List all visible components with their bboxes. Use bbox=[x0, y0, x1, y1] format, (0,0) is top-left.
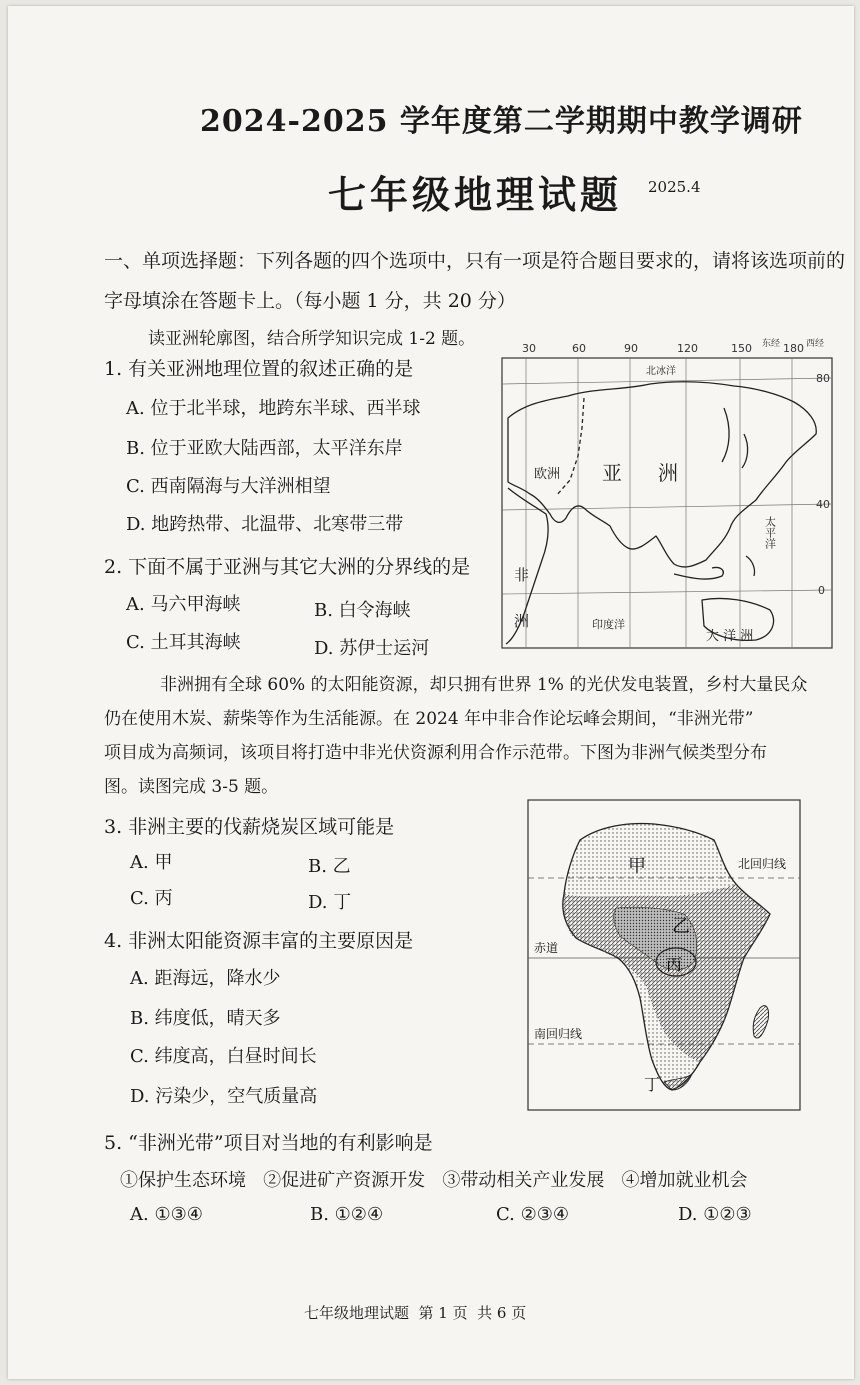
question-2-option-c: C. 土耳其海峡 bbox=[126, 632, 241, 653]
question-3-option-b: B. 乙 bbox=[308, 856, 351, 877]
question-1-option-b: B. 位于亚欧大陆西部，太平洋东岸 bbox=[126, 438, 403, 459]
question-2-option-d: D. 苏伊士运河 bbox=[314, 638, 430, 659]
africa-climate-map bbox=[524, 796, 804, 1114]
asia-outline-map bbox=[494, 338, 844, 658]
lon-label-150: 150 bbox=[731, 342, 752, 355]
label-asia-2: 洲 bbox=[658, 461, 678, 485]
question-4-option-d: D. 污染少，空气质量高 bbox=[130, 1086, 318, 1107]
map-label-jia: 甲 bbox=[628, 856, 646, 877]
label-tropic-of-capricorn: 南回归线 bbox=[534, 1027, 583, 1041]
lon-label-west: 西经 bbox=[806, 339, 825, 349]
section-heading-line2: 字母填涂在答题卡上。（每小题 1 分，共 20 分） bbox=[104, 290, 516, 312]
question-5-stem: 5. “非洲光带”项目对当地的有利影响是 bbox=[104, 1132, 433, 1154]
label-equator: 赤道 bbox=[534, 941, 559, 955]
question-4-option-b: B. 纬度低，晴天多 bbox=[130, 1008, 281, 1029]
exam-page bbox=[8, 6, 854, 1379]
label-oceania: 大 洋 洲 bbox=[706, 629, 754, 644]
map-label-ding: 丁 bbox=[644, 1075, 661, 1094]
question-5-option-d: D. ①②③ bbox=[678, 1204, 752, 1225]
question-3-stem: 3. 非洲主要的伐薪烧炭区域可能是 bbox=[104, 816, 395, 838]
label-pacific-ocean: 太平洋 bbox=[763, 516, 777, 549]
question-2-stem: 2. 下面不属于亚洲与其它大洲的分界线的是 bbox=[104, 556, 471, 578]
label-arctic-ocean: 北冰洋 bbox=[646, 366, 676, 377]
question-5-option-b: B. ①②④ bbox=[310, 1204, 384, 1225]
africa-paragraph-line3: 项目成为高频词，该项目将打造中非光伏资源利用合作示范带。下图为非洲气候类型分布 bbox=[104, 743, 767, 763]
exam-subject-title: 七年级地理试题 bbox=[328, 172, 623, 217]
group1-intro: 读亚洲轮廓图，结合所学知识完成 1-2 题。 bbox=[148, 329, 476, 349]
question-2-option-b: B. 白令海峡 bbox=[314, 600, 411, 621]
question-1-option-d: D. 地跨热带、北温带、北寒带三带 bbox=[126, 514, 404, 535]
question-2-option-a: A. 马六甲海峡 bbox=[126, 594, 241, 615]
africa-paragraph-line1: 非洲拥有全球 60% 的太阳能资源，却只拥有世界 1% 的光伏发电装置，乡村大量民众 bbox=[160, 675, 808, 695]
lat-label-80: 80 bbox=[816, 372, 830, 385]
map-label-yi: 乙 bbox=[672, 916, 690, 937]
lon-label-90: 90 bbox=[624, 342, 638, 355]
question-1-option-a: A. 位于北半球，地跨东半球、西半球 bbox=[126, 398, 421, 419]
question-1-option-c: C. 西南隔海与大洋洲相望 bbox=[126, 476, 331, 497]
label-africa-2: 洲 bbox=[514, 612, 530, 630]
question-1-stem: 1. 有关亚洲地理位置的叙述正确的是 bbox=[104, 358, 414, 380]
lat-label-0: 0 bbox=[818, 584, 825, 597]
page-footer: 七年级地理试题 第 1 页 共 6 页 bbox=[304, 1304, 527, 1322]
exam-date: 2025.4 bbox=[648, 178, 701, 196]
question-5-option-c: C. ②③④ bbox=[496, 1204, 569, 1225]
map-label-bing: 丙 bbox=[666, 955, 683, 974]
lon-label-60: 60 bbox=[572, 342, 586, 355]
question-3-option-c: C. 丙 bbox=[130, 888, 173, 909]
question-3-option-d: D. 丁 bbox=[308, 892, 352, 913]
question-4-option-c: C. 纬度高，白昼时间长 bbox=[130, 1046, 317, 1067]
lon-label-east: 东经 bbox=[762, 339, 781, 349]
label-asia-1: 亚 bbox=[602, 461, 622, 485]
question-4-stem: 4. 非洲太阳能资源丰富的主要原因是 bbox=[104, 930, 414, 952]
lon-label-120: 120 bbox=[677, 342, 698, 355]
lat-label-40: 40 bbox=[816, 498, 830, 511]
exam-title: 2024-2025 学年度第二学期期中教学调研 bbox=[200, 104, 803, 139]
question-5-option-a: A. ①③④ bbox=[130, 1204, 203, 1225]
lon-label-30: 30 bbox=[522, 342, 536, 355]
lon-label-180: 180 bbox=[783, 342, 804, 355]
africa-paragraph-line4: 图。读图完成 3-5 题。 bbox=[104, 777, 279, 797]
question-5-items: ①保护生态环境 ②促进矿产资源开发 ③带动相关产业发展 ④增加就业机会 bbox=[120, 1170, 748, 1191]
label-indian-ocean: 印度洋 bbox=[592, 618, 625, 631]
africa-paragraph-line2: 仍在使用木炭、薪柴等作为生活能源。在 2024 年中非合作论坛峰会期间，“非洲光带” bbox=[104, 709, 754, 729]
label-africa-1: 非 bbox=[514, 566, 530, 584]
question-3-option-a: A. 甲 bbox=[130, 852, 173, 873]
label-tropic-of-cancer: 北回归线 bbox=[738, 857, 787, 871]
section-heading-line1: 一、单项选择题：下列各题的四个选项中，只有一项是符合题目要求的，请将该选项前的 bbox=[104, 250, 846, 272]
question-4-option-a: A. 距海远，降水少 bbox=[130, 968, 281, 989]
label-europe: 欧洲 bbox=[534, 467, 561, 482]
